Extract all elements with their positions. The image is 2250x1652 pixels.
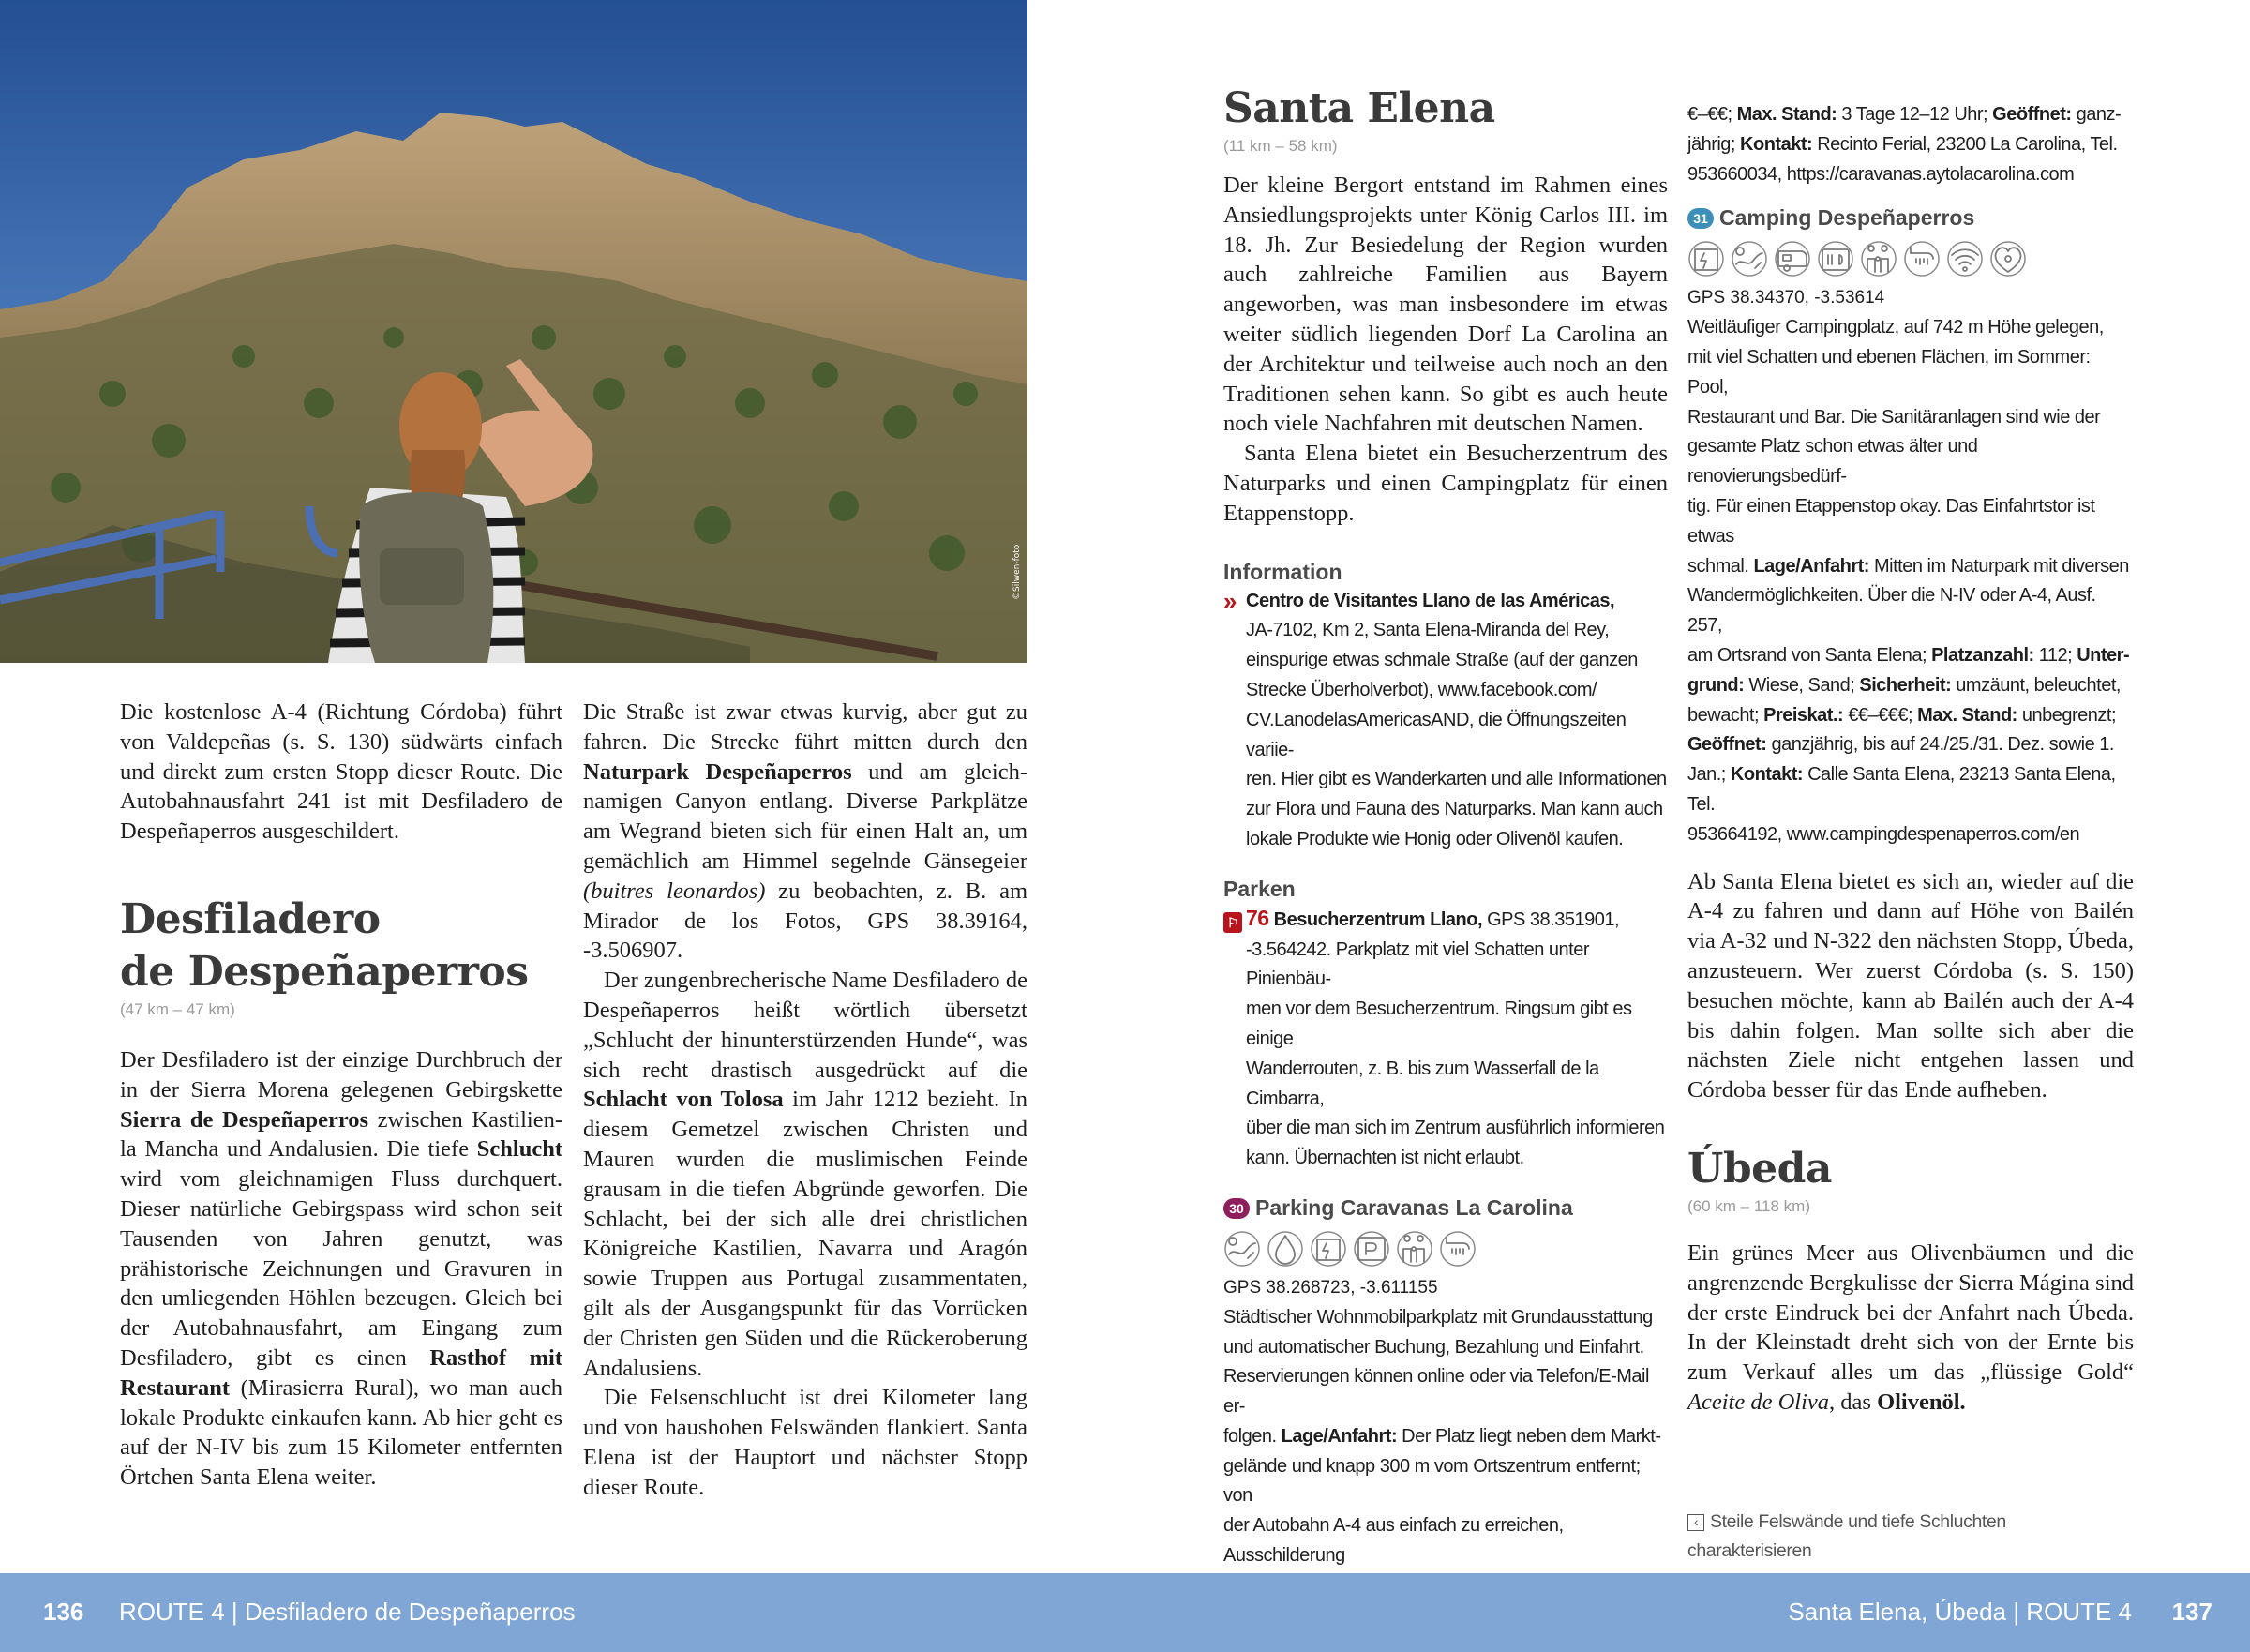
bullet-arrow-icon: »: [1223, 586, 1237, 615]
heading-santa-elena: Santa Elena: [1223, 84, 1495, 132]
paragraph-name-history: Der zungenbrecherische Name Desfiladero de Despeñaperros heißt wörtlich übersetzt „Schlucht der hinunterstürzenden Hunde“, was sich recht drastisch ausgedrückt auf die Schlacht von Tolosa im Jahr 1212 bezieht. In diesem Gemetzel zwischen Christen und Mauren wurden die muslimischen Feinde grausam in die tiefen Abgründe geworfen. Die Schlacht, bei der sich alle drei christlichen Königreiche Kastilien, Navarra und Aragón sowie Truppen aus Portugal zusammentaten, gilt als der Ausgangspunkt für das Vorrücken der Christen gen Süden und die Rückeroberung Andalusiens.: [583, 968, 1028, 1381]
electricity-icon: [1688, 240, 1725, 278]
water-icon: [1267, 1230, 1304, 1268]
caravan-icon: [1774, 240, 1811, 278]
parking-heading: Parken: [1223, 876, 1296, 901]
right-column-2: [1688, 100, 2134, 1597]
poi-30-gps: GPS 38.268723, -3.611155: [1223, 1277, 1438, 1298]
right-running-title: Santa Elena, Úbeda | ROUTE 4: [1788, 1598, 2132, 1626]
right-page-number: 137: [2171, 1598, 2212, 1626]
heading-line-1: Desfiladero: [120, 894, 381, 943]
restaurant-icon: [1817, 240, 1854, 278]
poi-30-marker: 30: [1223, 1198, 1250, 1219]
caption-arrow-icon: ‹: [1688, 1514, 1704, 1531]
paragraph-gorge: Die Felsenschlucht ist drei Kilometer lang und von haushohen Felswänden flankiert. Santa Elena ist der Hauptort und nächster Stopp dieser Route.: [583, 1385, 1028, 1500]
information-heading: Information: [1223, 559, 1342, 584]
poi-31-description: Weitläufiger Campingplatz, auf 742 m Höhe gelegen, mit viel Schatten und ebenen Flächen, im Sommer: Pool, Restaurant und Bar. Die Sanitäranlagen sind wie der gesamte Platz schon etwas älter und renovierungsbedürf- tig. Für einen Etappenstop okay. Das Einfahrtstor ist etwas schmal. Lage/Anfahrt: Mitten im Naturpark mit diversen Wandermöglichkeiten. Über die N-IV oder A-4, Ausf. 257, am Ortsrand von Santa Elena; Platzanzahl: 112; Unter- grund: Wiese, Sand; Sicherheit: umzäunt, beleuchtet, bewacht; Preiskat.: €€–€€€; Max. Stand: unbegrenzt; Geöffnet: ganzjährig, bis auf 24./25./31. Dez. sowie 1. Jan.; Kontakt: Calle Santa Elena, 23213 Santa Elena, Tel. 953664192, www.campingdespenaperros.com/en: [1688, 317, 2130, 845]
heading-desfiladero: [120, 894, 562, 999]
parking-number: 76: [1246, 905, 1269, 930]
santa-elena-paragraph-1: Der kleine Bergort entstand im Rahmen eines Ansiedlungsprojekts unter König Carlos III. im 18. Jh. Zur Besiedelung der Region wurden auch zahlreiche Familien aus Bayern angeworben, was man insbesondere im etwas weiter südlich liegenden Dorf La Carolina an der Architektur und teilweise auch noch an den Traditionen sehen kann. So gibt es auch heute noch viele Nachfahren mit deutschen Namen.: [1223, 173, 1668, 437]
parking-block: [1223, 904, 1668, 1174]
information-block: [1223, 587, 1668, 855]
shower-icon: [1439, 1230, 1477, 1268]
visitor-center-info: Centro de Visitantes Llano de las Américas, JA-7102, Km 2, Santa Elena-Miranda del Rey, einspurige etwas schmale Straße (auf der ganzen Strecke Überholverbot), www.facebook.com/ CV.LanodelasAmericasAND, die Öffnungszeiten variie- ren. Hier gibt es Wanderkarten und alle Informationen zur Flora und Fauna des Naturparks. Man kann auch lokale Produkte wie Honig oder Olivenöl kaufen.: [1246, 590, 1667, 849]
route-onward-paragraph: Ab Santa Elena bietet es sich an, wieder auf die A-4 zu fahren und dann auf Höhe von Bailén via A-32 und N-322 den nächsten Stopp, Úbeda, anzusteuern. Wer zuerst Córdoba (s. S. 150) besuchen möchte, kann ab Bailén auch der A-4 bis dahin folgen. Man sollte sich aber die nächsten Ziele nicht entgehen lassen und Córdoba besser für das Ende aufheben.: [1688, 868, 2134, 1104]
left-column-1: [120, 698, 562, 1493]
poi-30-continuation: €–€€; Max. Stand: 3 Tage 12–12 Uhr; Geöffnet: ganz- jährig; Kontakt: Recinto Ferial, 23200 La Carolina, Tel. 953660034, https://caravanas.aytolacarolina.com: [1688, 104, 2122, 185]
ubeda-paragraph: Ein grünes Meer aus Olivenbäumen und die angrenzende Bergkulisse der Sierra Mágina sind der erste Eindruck bei der Anfahrt nach Úbeda. In der Kleinstadt dreht sich von der Ernte bis zum Verkauf alles um das „flüssige Gold“ Aceite de Oliva, das Olivenöl.: [1688, 1239, 2134, 1415]
poi-30-description: Städtischer Wohnmobilparkplatz mit Grundausstattung und automatischer Buchung, Bezahlung und Einfahrt. Reservierungen können online oder via Telefon/E-Mail er- folgen. Lage/Anfahrt: Der Platz liegt neben dem Markt- gelände und knapp 300 m vom Ortszentrum entfernt; von der Autobahn A-4 aus einfach zu erreichen, Ausschilderung: [1223, 1306, 1661, 1567]
dump-station-icon: [1731, 240, 1768, 278]
poi-30-title: Parking Caravanas La Carolina: [1255, 1194, 1573, 1220]
dog-friendly-icon: [1989, 240, 2027, 278]
poi-31-amenity-icons: [1688, 238, 2134, 279]
shower-icon: [1903, 240, 1941, 278]
poi-31-gps: GPS 38.34370, -3.53614: [1688, 288, 1885, 308]
poi-30-amenity-icons: [1223, 1228, 1668, 1269]
left-column-2: [583, 698, 1028, 1503]
poi-31-heading: [1688, 203, 2134, 233]
left-page-number: 136: [43, 1598, 84, 1626]
left-running-title: ROUTE 4 | Desfiladero de Despeñaperros: [119, 1598, 576, 1626]
parking-icon: [1353, 1230, 1390, 1268]
distance-ubeda: (60 km – 118 km): [1688, 1196, 1811, 1215]
family-icon: [1860, 240, 1898, 278]
intro-paragraph: Die kostenlose A-4 (Richtung Córdoba) führt von Valdepeñas (s. S. 130) südwärts einfach und direkt zum ersten Stopp dieser Route. Die Autobahnausfahrt 241 ist mit Desfiladero de Despeñaperros ausgeschildert.: [120, 699, 562, 845]
canyon-photo-illustration: [0, 0, 1028, 663]
poi-31-marker: 31: [1688, 208, 1714, 229]
distance-desfiladero: (47 km – 47 km): [120, 999, 235, 1018]
wifi-icon: [1946, 240, 1984, 278]
electricity-icon: [1310, 1230, 1347, 1268]
paragraph-road: Die Straße ist zwar etwas kurvig, aber gut zu fahren. Die Strecke führt mitten durch den Naturpark Despeñaperros und am gleichnamigen Canyon entlang. Diverse Parkplätze am Wegrand bieten sich für einen Halt an, um gemächlich am Himmel segelnde Gänsegeier (buitres leonardos) zu beobachten, z. B. am Mirador de los Fotos, GPS 38.39164, -3.506907.: [583, 699, 1028, 964]
hero-photo: [0, 0, 1028, 663]
poi-30-heading: [1223, 1193, 1668, 1223]
photo-credit: ©Silwen-foto: [1012, 544, 1022, 600]
dump-station-icon: [1223, 1230, 1261, 1268]
parking-pin-icon: ⚐: [1223, 912, 1242, 933]
parking-info: Besucherzentrum Llano, GPS 38.351901, -3.564242. Parkplatz mit viel Schatten unter Pinienbäu- men vor dem Besucherzentrum. Ringsum gibt es einige Wanderrouten, z. B. bis zum Wasserfall de la Cimbarra, über die man sich im Zentrum ausführlich informieren kann. Übernachten ist nicht erlaubt.: [1246, 909, 1665, 1169]
distance-santa-elena: (11 km – 58 km): [1223, 137, 1338, 155]
heading-line-2: de Despeñaperros: [120, 947, 529, 996]
santa-elena-paragraph-2: Santa Elena bietet ein Besucherzentrum des Naturparks und einen Campingplatz für einen Etappenstopp.: [1223, 441, 1668, 526]
desfiladero-paragraph: Der Desfiladero ist der einzige Durchbruch der in der Sierra Morena gelegenen Gebirgskette Sierra de Despeñaperros zwischen Kastilien-la Mancha und Andalusien. Die tiefe Schlucht wird vom gleichnamigen Fluss durchquert. Dieser natürliche Gebirgspass wird schon seit Tausenden von Jahren genutzt, was prähistorische Zeichnungen und Gravuren in den umliegenden Höhlen bezeugen. Gleich bei der Autobahnausfahrt, am Eingang zum Desfiladero, gibt es einen Rasthof mit Restaurant (Mirasierra Rural), wo man auch lokale Produkte einkaufen kann. Ab hier geht es auf der N-IV bis zum 15 Kilometer entfernten Örtchen Santa Elena weiter.: [120, 1046, 562, 1491]
heading-ubeda: Úbeda: [1688, 1144, 1832, 1193]
family-icon: [1396, 1230, 1433, 1268]
page-footer: [0, 1573, 2250, 1652]
right-column-1: [1223, 83, 1668, 1630]
caption-line-1: Steile Felswände und tiefe Schluchten charakterisieren: [1688, 1510, 2006, 1562]
poi-31-title: Camping Despeñaperros: [1719, 205, 1975, 231]
